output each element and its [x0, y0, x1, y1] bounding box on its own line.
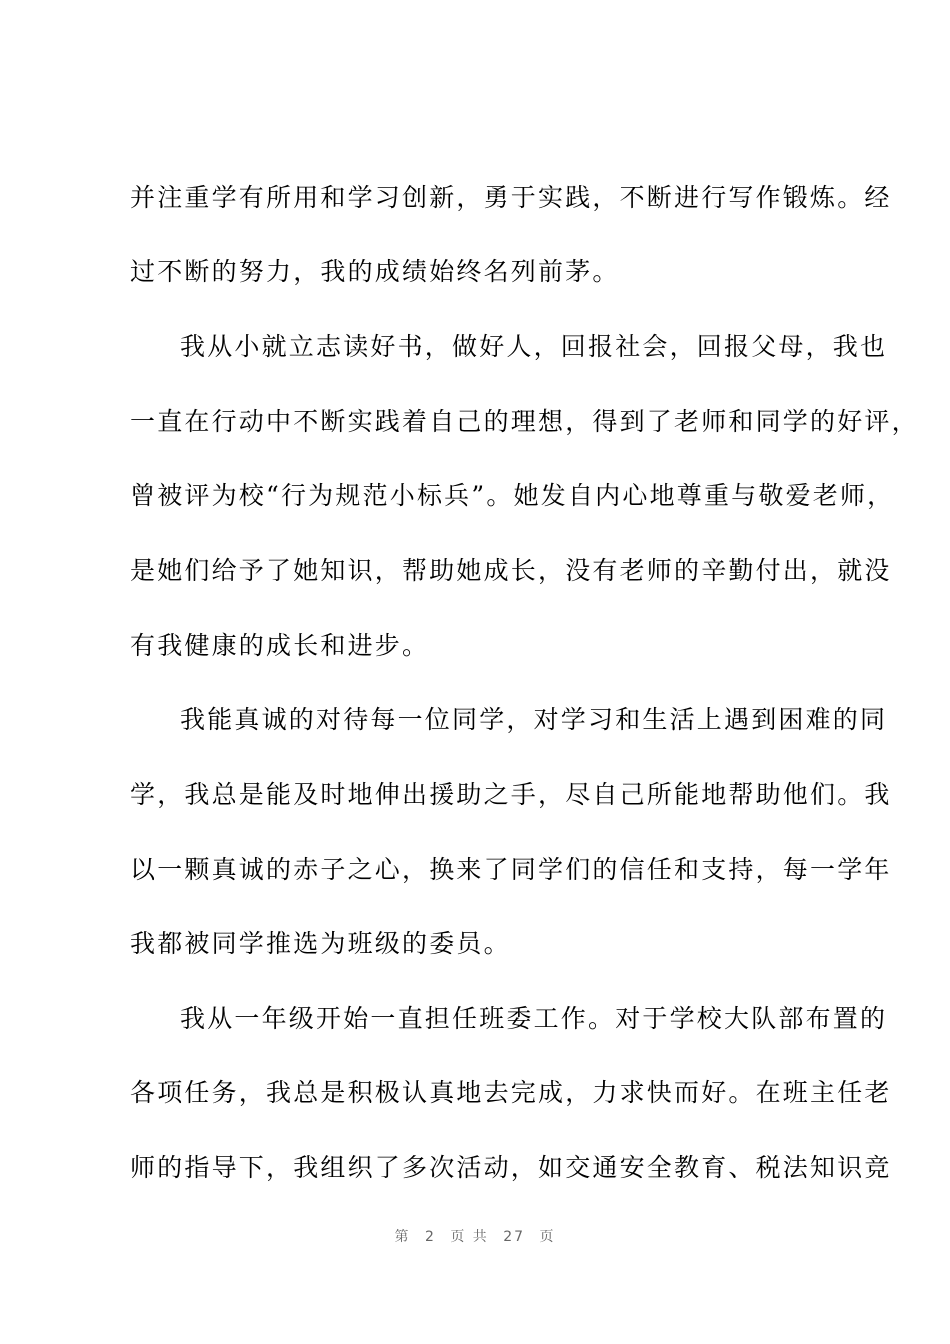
paragraph-line: 学，我总是能及时地伸出援助之手，尽自己所能地帮助他们。我 — [130, 780, 892, 809]
paragraph-line: 过不断的努力，我的成绩始终名列前茅。 — [130, 257, 620, 286]
paragraph-line: 我从一年级开始一直担任班委工作。对于学校大队部布置的 — [180, 1004, 888, 1033]
paragraph-line: 并注重学有所用和学习创新，勇于实践，不断进行写作锻炼。经 — [130, 183, 892, 212]
paragraph-line: 一直在行动中不断实践着自己的理想，得到了老师和同学的好评， — [130, 407, 919, 436]
paragraph-line: 我能真诚的对待每一位同学，对学习和生活上遇到困难的同 — [180, 705, 888, 734]
footer-suffix: 页 — [539, 1229, 556, 1245]
paragraph-line: 我都被同学推选为班级的委员。 — [130, 929, 511, 958]
paragraph-line: 师的指导下，我组织了多次活动，如交通安全教育、税法知识竞 — [130, 1153, 892, 1182]
paragraph-line: 是她们给予了她知识，帮助她成长，没有老师的辛勤付出，就没 — [130, 556, 892, 585]
footer-prefix: 第 — [394, 1229, 411, 1245]
footer-total-pages: 27 — [503, 1229, 526, 1245]
paragraph-line: 我从小就立志读好书，做好人，回报社会，回报父母，我也 — [180, 332, 888, 361]
footer-page-number: 2 — [424, 1229, 436, 1245]
paragraph-line: 曾被评为校“行为规范小标兵”。她发自内心地尊重与敬爱老师， — [130, 481, 895, 510]
paragraph-line: 有我健康的成长和进步。 — [130, 631, 430, 660]
paragraph-line: 各项任务，我总是积极认真地去完成，力求快而好。在班主任老 — [130, 1078, 892, 1107]
page-footer — [0, 1226, 950, 1246]
footer-middle: 页 共 — [450, 1229, 489, 1245]
paragraph-line: 以一颗真诚的赤子之心，换来了同学们的信任和支持，每一学年 — [130, 855, 892, 884]
